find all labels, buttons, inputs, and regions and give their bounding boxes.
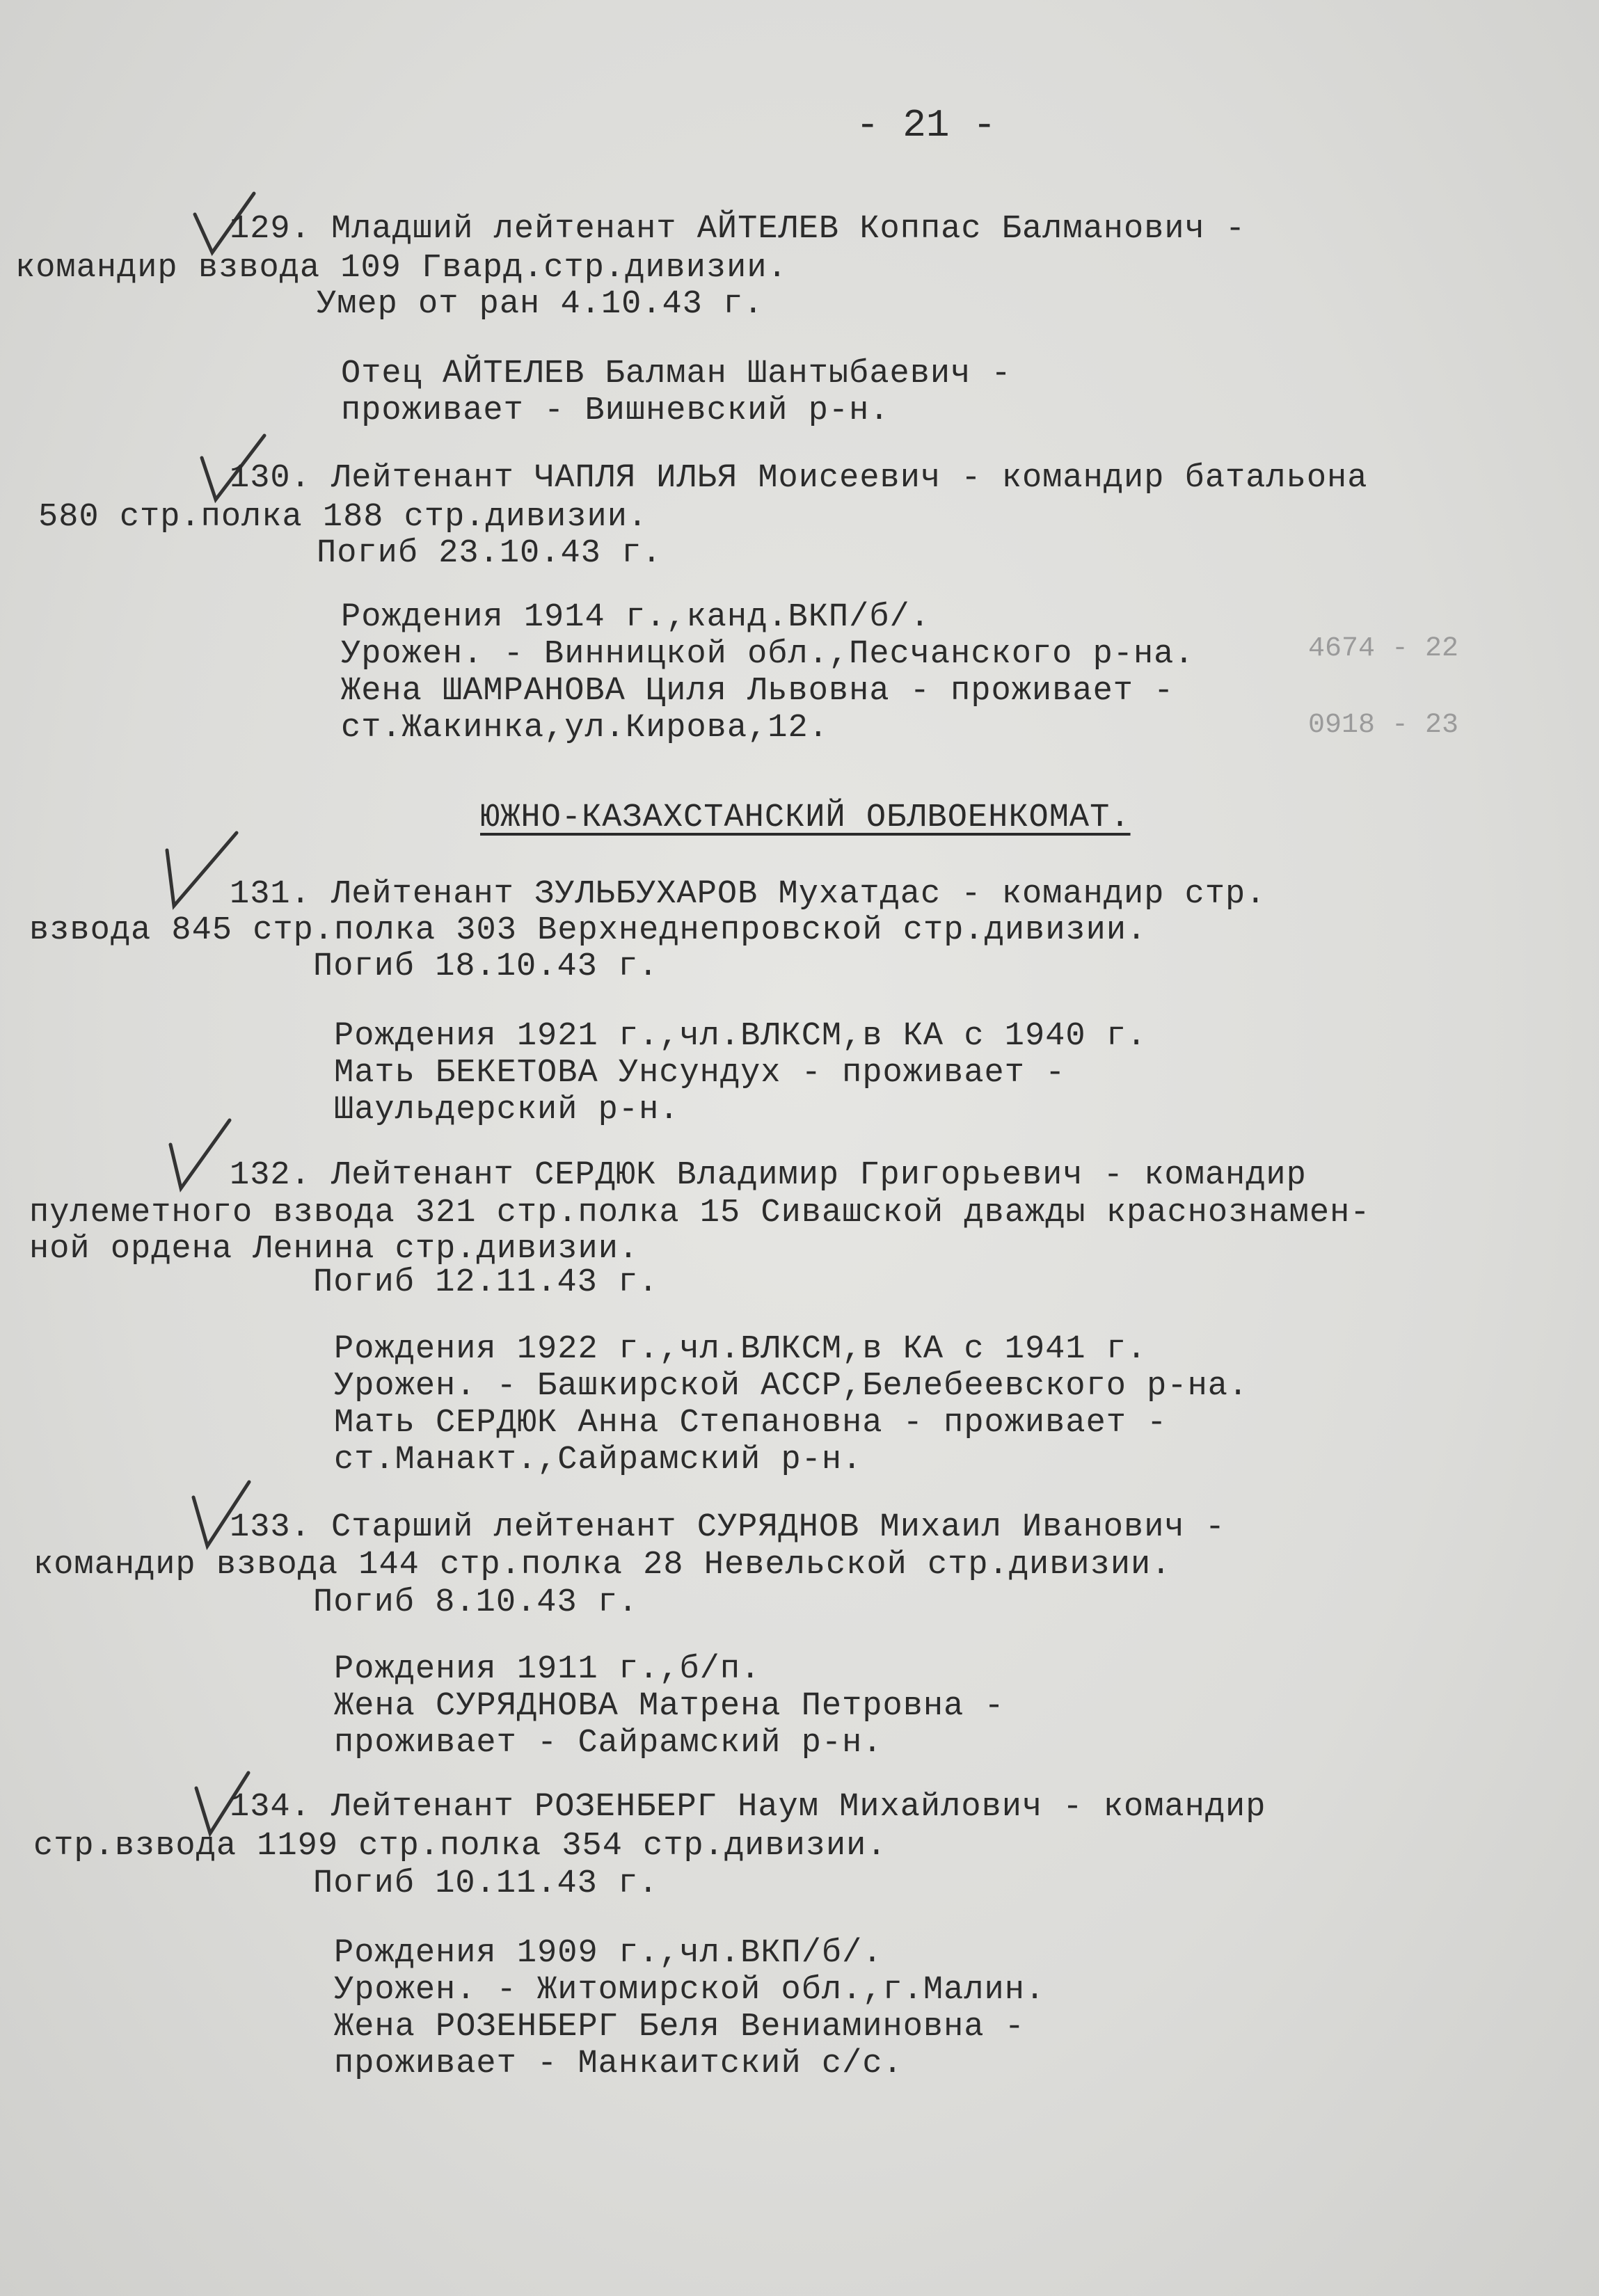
entry-133-detail-3: проживает - Сайрамский р-н.: [334, 1725, 883, 1762]
entry-134-detail-2: Урожен. - Житомирской обл.,г.Малин.: [334, 1972, 1046, 2009]
entry-134-detail-4: проживает - Манкаитский с/с.: [334, 2046, 903, 2082]
entry-129-detail-1: Отец АЙТЕЛЕВ Балман Шантыбаевич -: [341, 356, 1012, 392]
entry-132-detail-3: Мать СЕРДЮК Анна Степановна - проживает -: [334, 1405, 1168, 1442]
entry-132-line-2: пулеметного взвода 321 стр.полка 15 Сивашской дважды краснознамен-: [29, 1195, 1371, 1231]
entry-131-line-1: 131. Лейтенант ЗУЛЬБУХАРОВ Мухатдас - командир стр.: [230, 876, 1266, 913]
entry-130-status: Погиб 23.10.43 г.: [317, 535, 662, 572]
entry-131-detail-1: Рождения 1921 г.,чл.ВЛКСМ,в КА с 1940 г.: [334, 1018, 1147, 1055]
entry-129-line-2: командир взвода 109 Гвард.стр.дивизии.: [15, 250, 788, 287]
entry-134-line-2: стр.взвода 1199 стр.полка 354 стр.дивизии.: [33, 1828, 887, 1865]
entry-131-detail-3: Шаульдерский р-н.: [334, 1092, 680, 1129]
entry-133-line-1: 133. Старший лейтенант СУРЯДНОВ Михаил Иванович -: [230, 1509, 1226, 1546]
entry-132-line-1: 132. Лейтенант СЕРДЮК Владимир Григорьевич - командир: [230, 1157, 1307, 1194]
margin-note: 4674 - 22: [1308, 633, 1459, 664]
entry-133-line-2: командир взвода 144 стр.полка 28 Невельской стр.дивизии.: [33, 1547, 1172, 1584]
entry-133-detail-1: Рождения 1911 г.,б/п.: [334, 1651, 761, 1688]
page-number: - 21 -: [856, 103, 996, 148]
entry-134-status: Погиб 10.11.43 г.: [313, 1865, 659, 1902]
entry-131-line-2: взвода 845 стр.полка 303 Верхнеднепровской стр.дивизии.: [29, 912, 1147, 949]
entry-132-detail-4: ст.Манакт.,Сайрамский р-н.: [334, 1442, 863, 1478]
entry-133-detail-2: Жена СУРЯДНОВА Матрена Петровна -: [334, 1688, 1005, 1725]
entry-132-line-3: ной ордена Ленина стр.дивизии.: [29, 1231, 639, 1268]
margin-note: 0918 - 23: [1308, 710, 1459, 741]
section-heading: ЮЖНО-КАЗАХСТАНСКИЙ ОБЛВОЕНКОМАТ.: [480, 799, 1131, 836]
entry-130-detail-4: ст.Жакинка,ул.Кирова,12.: [341, 710, 829, 747]
entry-130-detail-1: Рождения 1914 г.,канд.ВКП/б/.: [341, 599, 930, 636]
entry-132-status: Погиб 12.11.43 г.: [313, 1264, 659, 1301]
entry-134-line-1: 134. Лейтенант РОЗЕНБЕРГ Наум Михайлович - командир: [230, 1789, 1266, 1826]
entry-132-detail-2: Урожен. - Башкирской АССР,Белебеевского р-на.: [334, 1368, 1249, 1405]
entry-134-detail-3: Жена РОЗЕНБЕРГ Беля Вениаминовна -: [334, 2009, 1025, 2046]
entry-133-status: Погиб 8.10.43 г.: [313, 1584, 639, 1621]
entry-130-line-2: 580 стр.полка 188 стр.дивизии.: [38, 499, 649, 536]
entry-131-status: Погиб 18.10.43 г.: [313, 948, 659, 985]
entry-130-detail-3: Жена ШАМРАНОВА Циля Львовна - проживает -: [341, 673, 1175, 710]
entry-131-detail-2: Мать БЕКЕТОВА Унсундух - проживает -: [334, 1055, 1066, 1092]
entry-129-line-1: 129. Младший лейтенант АЙТЕЛЕВ Коппас Балманович -: [230, 211, 1246, 248]
entry-132-detail-1: Рождения 1922 г.,чл.ВЛКСМ,в КА с 1941 г.: [334, 1331, 1147, 1368]
checkmark-icon: [146, 829, 244, 913]
entry-130-detail-2: Урожен. - Винницкой обл.,Песчанского р-на.: [341, 636, 1195, 673]
entry-134-detail-1: Рождения 1909 г.,чл.ВКП/б/.: [334, 1935, 883, 1972]
entry-130-line-1: 130. Лейтенант ЧАПЛЯ ИЛЬЯ Моисеевич - командир батальона: [230, 460, 1368, 497]
entry-129-status: Умер от ран 4.10.43 г.: [317, 286, 764, 323]
entry-129-detail-2: проживает - Вишневский р-н.: [341, 392, 890, 429]
